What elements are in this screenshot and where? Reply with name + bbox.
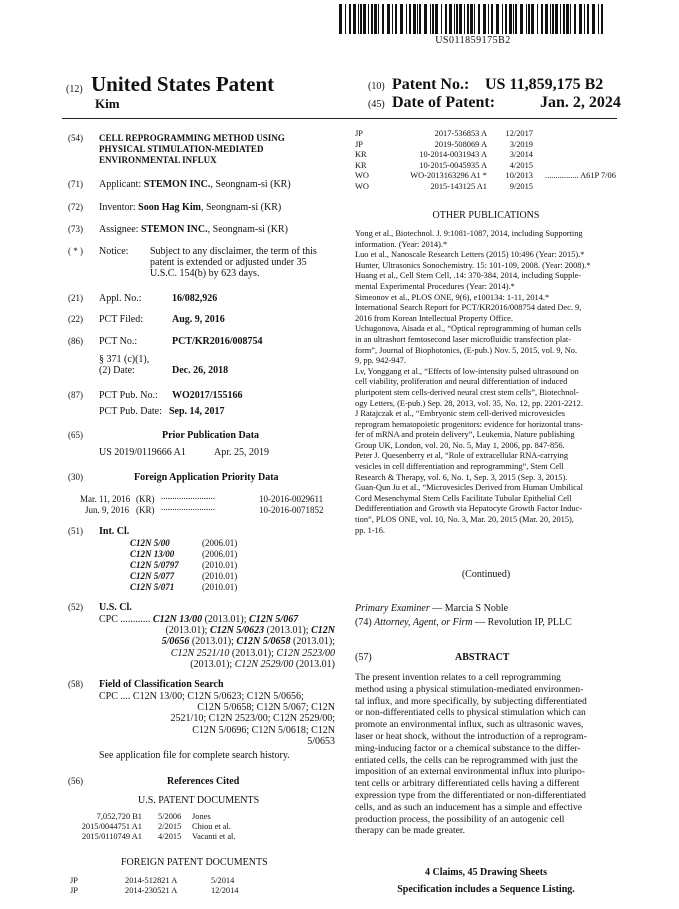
publication-line: Uchugonova, Aisada et al., “Optical reprogramming of human cells — [355, 324, 582, 334]
publication-line: Luo et al., Nanoscale Research Letters (2015) 10:496 (Year: 2015).* — [355, 250, 585, 260]
publication-line: J Ratajczak et al., “Embryonic stem cell-derived microvesicles — [355, 409, 565, 419]
sequence-line: Specification includes a Sequence Listing. — [397, 884, 575, 895]
priority-country: (KR) — [136, 494, 155, 504]
foreign-doc-row — [355, 171, 617, 182]
us-doc-date: 2/2015 — [158, 822, 182, 831]
intcl-version: (2010.01) — [202, 571, 238, 581]
priority-dots: ........................ — [161, 491, 215, 501]
uscl-segment: (2013.01); — [290, 636, 335, 648]
foreign-doc-number: 10-2014-0031943 A — [419, 150, 487, 160]
assignee-label: Assignee: — [99, 224, 139, 235]
abstract-text — [355, 672, 617, 837]
s371-line1: § 371 (c)(1), — [99, 354, 150, 365]
notice-label: Notice: — [99, 246, 129, 257]
publication-line: Simeonov et al., PLOS ONE, 9(6), e100134: 1-11, 2014.* — [355, 292, 550, 302]
us-doc-name: Jones — [192, 812, 211, 821]
refs-code: (56) — [68, 776, 83, 786]
foreign-doc-row — [355, 129, 617, 140]
notice-line: patent is extended or adjusted under 35 — [150, 257, 307, 268]
field-search-line: 2521/10; C12N 2523/00; C12N 2529/00; — [170, 713, 335, 725]
foreign-doc-number: WO-2013163296 A1 * — [410, 171, 487, 181]
uscl-segment: C12N 5/067 — [249, 614, 299, 625]
uscl-segment: (2013.01); — [229, 647, 277, 659]
foreign-doc-date: 12/2014 — [211, 886, 239, 895]
header-inventor-short: Kim — [95, 96, 120, 111]
pct-pub-date-value: Sep. 14, 2017 — [169, 406, 225, 417]
uscl-code: (52) — [68, 602, 83, 612]
publication-line: reprogram hematopoietic progenitors: evidence for horizontal trans- — [355, 419, 583, 429]
publication-line: Research & Therapy, vol. 6, No. 1, Sep. 3, 2015 (Sep. 3, 2015). — [355, 472, 568, 482]
uscl-segment: (2013.01); — [165, 625, 210, 637]
us-doc-number: 7,052,720 B1 — [96, 812, 142, 821]
field-search-code: (58) — [68, 679, 83, 689]
uscl-segment: C12N 2529/00 — [234, 658, 294, 670]
pct-no-value: PCT/KR2016/008754 — [172, 336, 263, 347]
publication-line: Lv, Yonggang et al., “Effects of low-intensity pulsed ultrasound on — [355, 366, 579, 376]
uscl-segment: C12N — [311, 625, 335, 637]
attorney-name: — Revolution IP, PLLC — [472, 617, 572, 628]
uscl-segment: (2013.01); — [190, 658, 235, 670]
field-search-line: C12N 5/0696; C12N 5/0618; C12N — [192, 724, 335, 736]
appl-value: 16/082,926 — [172, 293, 218, 304]
pct-pub-date-label: PCT Pub. Date: — [99, 406, 162, 417]
uscl-segment: C12N 2523/00 — [276, 647, 335, 659]
uscl-segment: C12N 2521/10 — [170, 647, 230, 659]
intcl-class: C12N 5/077 — [130, 571, 175, 581]
priority-dots: ........................ — [161, 502, 215, 512]
other-pubs — [355, 229, 617, 536]
abstract-heading: ABSTRACT — [455, 652, 510, 663]
assignee-code: (73) — [68, 224, 83, 234]
publication-line: in an ultrashort femtosecond laser microfluidic transfection plat- — [355, 334, 572, 344]
foreign-priority-heading: Foreign Application Priority Data — [134, 472, 279, 483]
intcl-class: C12N 5/071 — [130, 582, 175, 592]
abstract-line: production process, the possibility of an autogenic cell — [355, 813, 565, 825]
prior-pub-heading: Prior Publication Data — [162, 430, 260, 441]
priority-number: 10-2016-0029611 — [259, 494, 324, 504]
patent-number-label: Patent No.: — [392, 76, 470, 93]
inventor-code: (72) — [68, 202, 83, 212]
intcl-version: (2006.01) — [202, 538, 238, 548]
publication-line: Guan-Qun Ju et al., “Microvesicles Derived from Human Umbilical — [355, 483, 583, 493]
foreign-doc-date: 3/2019 — [509, 139, 533, 149]
publication-line: Yong et al., Biotechnol. J. 9:1081-1087, 2014, including Supporting — [355, 229, 583, 238]
foreign-doc-row — [355, 150, 617, 161]
attorney-code: (74) — [355, 617, 372, 628]
appl-label: Appl. No.: — [99, 293, 142, 304]
uscl-segment: CPC ............ — [99, 614, 153, 625]
prior-pub-date: Apr. 25, 2019 — [214, 447, 269, 458]
intcl-code: (51) — [68, 526, 83, 536]
abstract-line: or non-differentiated cells to physical stimulation which can — [355, 707, 586, 719]
uscl-segment: (2013.01); — [189, 636, 237, 648]
abstract-line: laser or heat shock, without the introduction of a reprogram- — [355, 730, 587, 742]
priority-number: 10-2016-0071852 — [259, 505, 324, 515]
notice-code: ( * ) — [68, 246, 83, 256]
us-doc-number: 2015/0044751 A1 — [81, 822, 142, 831]
appl-code: (21) — [68, 293, 83, 303]
foreign-doc-date: 9/2015 — [509, 181, 533, 191]
date-label: Date of Patent: — [392, 94, 496, 111]
prior-pub-code: (65) — [68, 430, 83, 440]
abstract-line: tent cells or arbitrary differentiated cells having a different — [355, 778, 580, 790]
date-code: (45) — [368, 99, 385, 110]
refs-heading: References Cited — [167, 776, 240, 787]
examiner — [355, 603, 508, 614]
publication-line: Peter J. Quesenberry et al, “Role of extracellular RNA-carrying — [355, 451, 569, 461]
abstract-line: ming-inducing factor or a chemical substance to the differ- — [355, 742, 581, 754]
foreign-doc-country: JP — [355, 129, 363, 138]
publication-line: form”, Journal of Biophotonics, (E-pub.) Nov. 5, 2015, vol. 9, No. — [355, 345, 578, 355]
assignee-name: STEMON INC. — [140, 224, 208, 235]
examiner-label: Primary Examiner — [355, 603, 430, 614]
prior-pub-doc: US 2019/0119666 A1 — [99, 447, 186, 458]
inventor-label: Inventor: — [99, 202, 136, 213]
pct-no-label: PCT No.: — [99, 336, 138, 347]
pct-no-code: (86) — [68, 336, 83, 346]
us-doc-date: 4/2015 — [158, 832, 182, 841]
publication-line: vesicles in cell differentiation and reprogramming”, Stem Cell — [355, 462, 564, 472]
field-search-note: See application file for complete search history. — [99, 750, 290, 761]
examiner-name: — Marcia S Noble — [429, 603, 509, 614]
s371-value: Dec. 26, 2018 — [172, 365, 229, 376]
publication-line: mental Experimental Procedures (Year: 2014).* — [355, 281, 515, 291]
header-title: United States Patent — [91, 72, 275, 96]
intcl-class: C12N 5/0797 — [130, 560, 179, 570]
foreign-priority-code: (30) — [68, 472, 83, 482]
notice-line: U.S.C. 154(b) by 623 days. — [150, 268, 260, 279]
publication-line: tion”, PLOS ONE, vol. 10, No. 3, Mar. 20, 2015 (Mar. 20, 2015), — [355, 515, 574, 525]
us-docs-heading: U.S. PATENT DOCUMENTS — [138, 795, 260, 806]
publication-line: Group UK, London, vol. 20, No. 5, May 1, 2006, pp. 847-856. — [355, 440, 565, 450]
foreign-doc-date: 4/2015 — [509, 160, 533, 170]
foreign-doc-country: WO — [355, 171, 369, 181]
us-doc-name: Vacanti et al. — [192, 832, 236, 841]
uscl-segment: (2013.01) — [293, 658, 335, 670]
uscl-heading: U.S. Cl. — [99, 602, 132, 613]
intcl-heading: Int. Cl. — [99, 526, 130, 537]
field-search-heading: Field of Classification Search — [99, 679, 224, 690]
barcode-number: US011859175B2 — [435, 35, 511, 46]
foreign-doc-country: JP — [355, 139, 363, 149]
attorney-label: Attorney, Agent, or Firm — [374, 617, 473, 628]
pct-pub-code: (87) — [68, 390, 83, 400]
abstract-line: method using a physical stimulation-mediated environmen- — [355, 683, 584, 695]
uscl-segment: C12N 13/00 — [152, 614, 203, 625]
title-code: (54) — [68, 133, 83, 143]
foreign-doc-row — [355, 182, 617, 193]
patent-number-code: (10) — [368, 81, 385, 92]
foreign-doc-date: 5/2014 — [211, 876, 235, 885]
publication-line: fer of mRNA and protein delivery”, Leukemia, Nature publishing — [355, 430, 575, 440]
us-doc-name: Chiou et al. — [192, 822, 231, 831]
applicant-location: , Seongnam-si (KR) — [210, 179, 291, 190]
intcl-class: C12N 5/00 — [130, 538, 170, 548]
us-doc-number: 2015/0110749 A1 — [82, 832, 142, 841]
foreign-doc-number: 2014-230521 A — [125, 886, 178, 895]
notice-line: Subject to any disclaimer, the term of this — [150, 246, 317, 257]
publication-line: 9, pp. 942-947. — [355, 356, 406, 366]
foreign-doc-country: JP — [70, 876, 78, 885]
foreign-doc-number: 10-2015-0045935 A — [419, 160, 487, 170]
continued-label: (Continued) — [461, 569, 511, 580]
foreign-doc-country: WO — [355, 181, 369, 191]
priority-country: (KR) — [136, 505, 155, 515]
priority-date: Mar. 11, 2016 — [80, 494, 131, 504]
field-search-line: CPC .... C12N 13/00; C12N 5/0623; C12N 5/0656; — [99, 691, 304, 702]
foreign-docs-heading: FOREIGN PATENT DOCUMENTS — [121, 857, 268, 868]
claims-line: 4 Claims, 45 Drawing Sheets — [425, 867, 547, 878]
foreign-doc-number: 2015-143125 A1 — [430, 181, 487, 191]
publication-line: pluripotent stem cells-derived neural crest stem cells”, Biotechnol- — [355, 387, 579, 397]
intcl-version: (2006.01) — [202, 549, 238, 559]
foreign-doc-number: 2017-536853 A — [434, 129, 487, 138]
intcl-class: C12N 13/00 — [130, 549, 175, 559]
publication-line: ogy Letters, (E-pub.) Sep. 28, 2013, vol. 35, No. 12, pp. 2201-2212. — [355, 398, 583, 408]
us-doc-date: 5/2006 — [158, 812, 182, 821]
foreign-doc-country: JP — [70, 886, 78, 895]
applicant-name: STEMON INC. — [143, 179, 211, 190]
date-value: Jan. 2, 2024 — [540, 94, 621, 111]
publication-line: International Search Report for PCT/KR2016/008754 dated Dec. 9, — [355, 303, 582, 313]
publication-line: Dedifferentiation and Growth via Hepatocyte Growth Factor Induc- — [355, 504, 583, 514]
uscl-segment: C12N 5/0658 — [236, 636, 291, 648]
title-line: CELL REPROGRAMMING METHOD USING — [99, 133, 285, 143]
publication-line: pp. 1-16. — [355, 525, 386, 535]
abstract-line: tal influx, and more specifically, by subjecting differentiated — [355, 695, 587, 707]
foreign-doc-country: KR — [355, 160, 367, 170]
intcl-version: (2010.01) — [202, 582, 238, 592]
pct-pub-value: WO2017/155166 — [172, 390, 243, 401]
uscl-segment: (2013.01); — [264, 625, 312, 637]
header-kind-code: (12) — [66, 84, 83, 95]
abstract-line: cells, and as such an inducement has a simple and effective — [355, 801, 583, 813]
pct-filed-label: PCT Filed: — [99, 314, 143, 325]
applicant-label: Applicant: — [99, 179, 142, 190]
pct-pub-label: PCT Pub. No.: — [99, 390, 158, 401]
pct-filed-code: (22) — [68, 314, 83, 324]
publication-line: Cord Mesenchymal Stem Cells Facilitate Tubular Epithelial Cell — [355, 493, 572, 503]
field-search-line: 5/0653 — [307, 735, 335, 747]
foreign-doc-date: 12/2017 — [505, 129, 533, 138]
uscl-segment: (2013.01); — [202, 614, 250, 625]
foreign-doc-date: 3/2014 — [509, 150, 533, 160]
abstract-line: The present invention relates to a cell reprogramming — [355, 672, 561, 683]
abstract-line: expression type from the differentiated or non-differentiated — [355, 789, 586, 801]
publication-line: Hunter, Ultrasonics Sonochemistry. 15: 101-109, 2008. (Year: 2008).* — [355, 260, 591, 270]
abstract-line: imposition of an external environmental influx into pluripo- — [355, 766, 585, 778]
s371-line2: (2) Date: — [99, 365, 135, 376]
priority-date: Jun. 9, 2016 — [85, 505, 130, 515]
pct-filed-value: Aug. 9, 2016 — [172, 314, 225, 325]
attorney — [355, 617, 572, 628]
abstract-line: entiated cells, the cells can be reprogrammed with just the — [355, 754, 578, 766]
foreign-doc-class: ................ A61P 7/06 — [545, 171, 616, 181]
abstract-line: promote an environmental influx, such as ultrasonic waves, — [355, 719, 584, 731]
uscl-segment: C12N 5/0623 — [209, 625, 265, 637]
publication-line: information. (Year: 2014).* — [355, 239, 448, 249]
inventor-location: , Seongnam-si (KR) — [200, 202, 282, 213]
publication-line: Huang et al., Cell Stem Cell, .14: 370-384, 2014, including Supple- — [355, 271, 582, 281]
publication-line: 2016 from Korean Intellectual Property Office. — [355, 313, 513, 323]
assignee-location: , Seongnam-si (KR) — [207, 224, 288, 235]
patent-number-value: US 11,859,175 B2 — [485, 76, 604, 93]
foreign-doc-row — [355, 161, 617, 172]
intcl-version: (2010.01) — [202, 560, 238, 570]
inventor-name: Soon Hag Kim — [138, 202, 201, 213]
applicant-code: (71) — [68, 179, 83, 189]
publication-line: cell viability, proliferation and neural differentiation of induced — [355, 377, 568, 387]
foreign-doc-date: 10/2013 — [505, 171, 533, 181]
foreign-doc-number: 2014-512821 A — [125, 876, 178, 885]
field-search-line: C12N 5/0658; C12N 5/067; C12N — [197, 702, 335, 714]
foreign-docs-continued — [355, 129, 617, 193]
foreign-doc-row — [355, 140, 617, 151]
abstract-line: therapy can be made greater. — [355, 825, 465, 837]
abstract-code: (57) — [355, 652, 372, 663]
foreign-doc-number: 2019-508069 A — [434, 139, 487, 149]
title-line: ENVIRONMENTAL INFLUX — [99, 155, 217, 165]
title-line: PHYSICAL STIMULATION-MEDIATED — [99, 144, 264, 154]
other-pubs-heading: OTHER PUBLICATIONS — [432, 210, 540, 221]
uscl-segment: 5/0656 — [161, 636, 190, 648]
foreign-doc-country: KR — [355, 150, 367, 160]
